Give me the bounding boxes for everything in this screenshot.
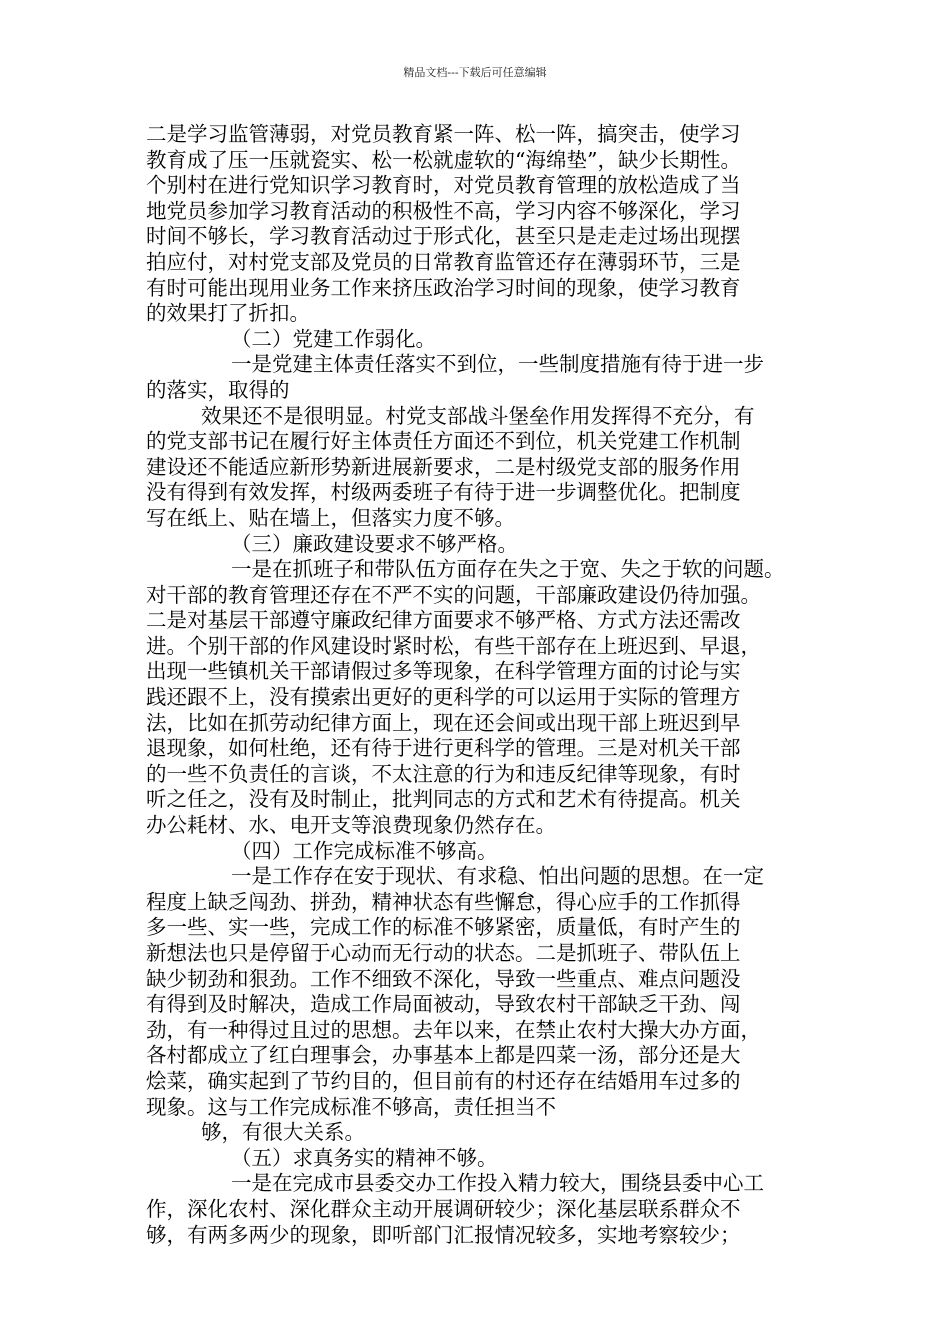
text-line: 对干部的教育管理还存在不严不实的问题，干部廉政建设仍待加强。 xyxy=(146,582,761,607)
text-line: 够，有很大关系。 xyxy=(201,1120,365,1145)
text-line: 二是对基层干部遵守廉政纪律方面要求不够严格、方式方法还需改 xyxy=(146,608,741,633)
text-line: 够，有两多两少的现象，即听部门汇报情况较多，实地考察较少； xyxy=(146,1222,741,1247)
text-line: 没有得到有效发挥，村级两委班子有待于进一步调整优化。把制度 xyxy=(146,480,741,505)
text-line: 的落实，取得的 xyxy=(146,377,290,402)
text-line: 现象。这与工作完成标准不够高，责任担当不 xyxy=(146,1094,556,1119)
text-line: 听之任之，没有及时制止，批判同志的方式和艺术有待提高。机关 xyxy=(146,787,741,812)
section-heading: （二）党建工作弱化。 xyxy=(231,326,436,351)
text-line: 多一些、实一些，完成工作的标准不够紧密，质量低，有时产生的 xyxy=(146,915,741,940)
text-line: 退现象，如何杜绝，还有待于进行更科学的管理。三是对机关干部 xyxy=(146,736,741,761)
document-body xyxy=(146,122,806,1248)
text-line: 烩菜，确实起到了节约目的，但目前有的村还存在结婚用车过多的 xyxy=(146,1068,741,1093)
text-line: 建设还不能适应新形势新进展新要求，二是村级党支部的服务作用 xyxy=(146,454,741,479)
text-line: 劲，有一种得过且过的思想。去年以来，在禁止农村大操大办方面， xyxy=(146,1017,761,1042)
section-heading: （四）工作完成标准不够高。 xyxy=(231,838,498,863)
text-line: 办公耗材、水、电开支等浪费现象仍然存在。 xyxy=(146,813,556,838)
section-heading: （三）廉政建设要求不够严格。 xyxy=(231,531,518,556)
text-line: 的党支部书记在履行好主体责任方面还不到位，机关党建工作机制 xyxy=(146,429,741,454)
section-heading: （五）求真务实的精神不够。 xyxy=(231,1145,498,1170)
text-line: 一是工作存在安于现状、有求稳、怕出问题的思想。在一定 xyxy=(231,864,764,889)
text-line: 出现一些镇机关干部请假过多等现象，在科学管理方面的讨论与实 xyxy=(146,659,741,684)
text-line: 有得到及时解决，造成工作局面被动，导致农村干部缺乏干劲、闯 xyxy=(146,992,741,1017)
text-line: 一是在抓班子和带队伍方面存在失之于宽、失之于软的问题。 xyxy=(231,557,785,582)
text-line: 的效果打了折扣。 xyxy=(146,301,310,326)
text-line: 地党员参加学习教育活动的积极性不高，学习内容不够深化，学习 xyxy=(146,198,741,223)
text-line: 写在纸上、贴在墙上，但落实力度不够。 xyxy=(146,505,515,530)
text-line: 践还跟不上，没有摸索出更好的更科学的可以运用于实际的管理方 xyxy=(146,685,741,710)
text-line: 拍应付，对村党支部及党员的日常教育监管还存在薄弱环节，三是 xyxy=(146,249,741,274)
text-line: 的一些不负责任的言谈，不太注意的行为和违反纪律等现象，有时 xyxy=(146,761,741,786)
text-line: 一是党建主体责任落实不到位，一些制度措施有待于进一步 xyxy=(231,352,764,377)
text-line: 教育成了压一压就瓷实、松一松就虚软的“海绵垫”，缺少长期性。 xyxy=(146,147,741,172)
text-line: 效果还不是很明显。村党支部战斗堡垒作用发挥得不充分，有 xyxy=(201,403,755,428)
text-line: 各村都成立了红白理事会，办事基本上都是四菜一汤，部分还是大 xyxy=(146,1043,741,1068)
text-line: 法，比如在抓劳动纪律方面上，现在还会间或出现干部上班迟到早 xyxy=(146,710,741,735)
text-line: 有时可能出现用业务工作来挤压政治学习时间的现象，使学习教育 xyxy=(146,275,741,300)
text-line: 程度上缺乏闯劲、拼劲，精神状态有些懈怠，得心应手的工作抓得 xyxy=(146,889,741,914)
text-line: 二是学习监管薄弱，对党员教育紧一阵、松一阵，搞突击，使学习 xyxy=(146,122,741,146)
text-line: 作，深化农村、深化群众主动开展调研较少；深化基层联系群众不 xyxy=(146,1196,741,1221)
text-line: 进。个别干部的作风建设时紧时松，有些干部存在上班迟到、早退， xyxy=(146,633,761,658)
text-line: 一是在完成市县委交办工作投入精力较大，围绕县委中心工 xyxy=(231,1171,764,1196)
text-line: 缺少韧劲和狠劲。工作不细致不深化，导致一些重点、难点问题没 xyxy=(146,966,741,991)
text-line: 个别村在进行党知识学习教育时，对党员教育管理的放松造成了当 xyxy=(146,173,741,198)
page-header: 精品文档---下载后可任意编辑 xyxy=(403,66,547,79)
text-line: 时间不够长，学习教育活动过于形式化，甚至只是走走过场出现摆 xyxy=(146,224,741,249)
text-line: 新想法也只是停留于心动而无行动的状态。二是抓班子、带队伍上 xyxy=(146,941,741,965)
